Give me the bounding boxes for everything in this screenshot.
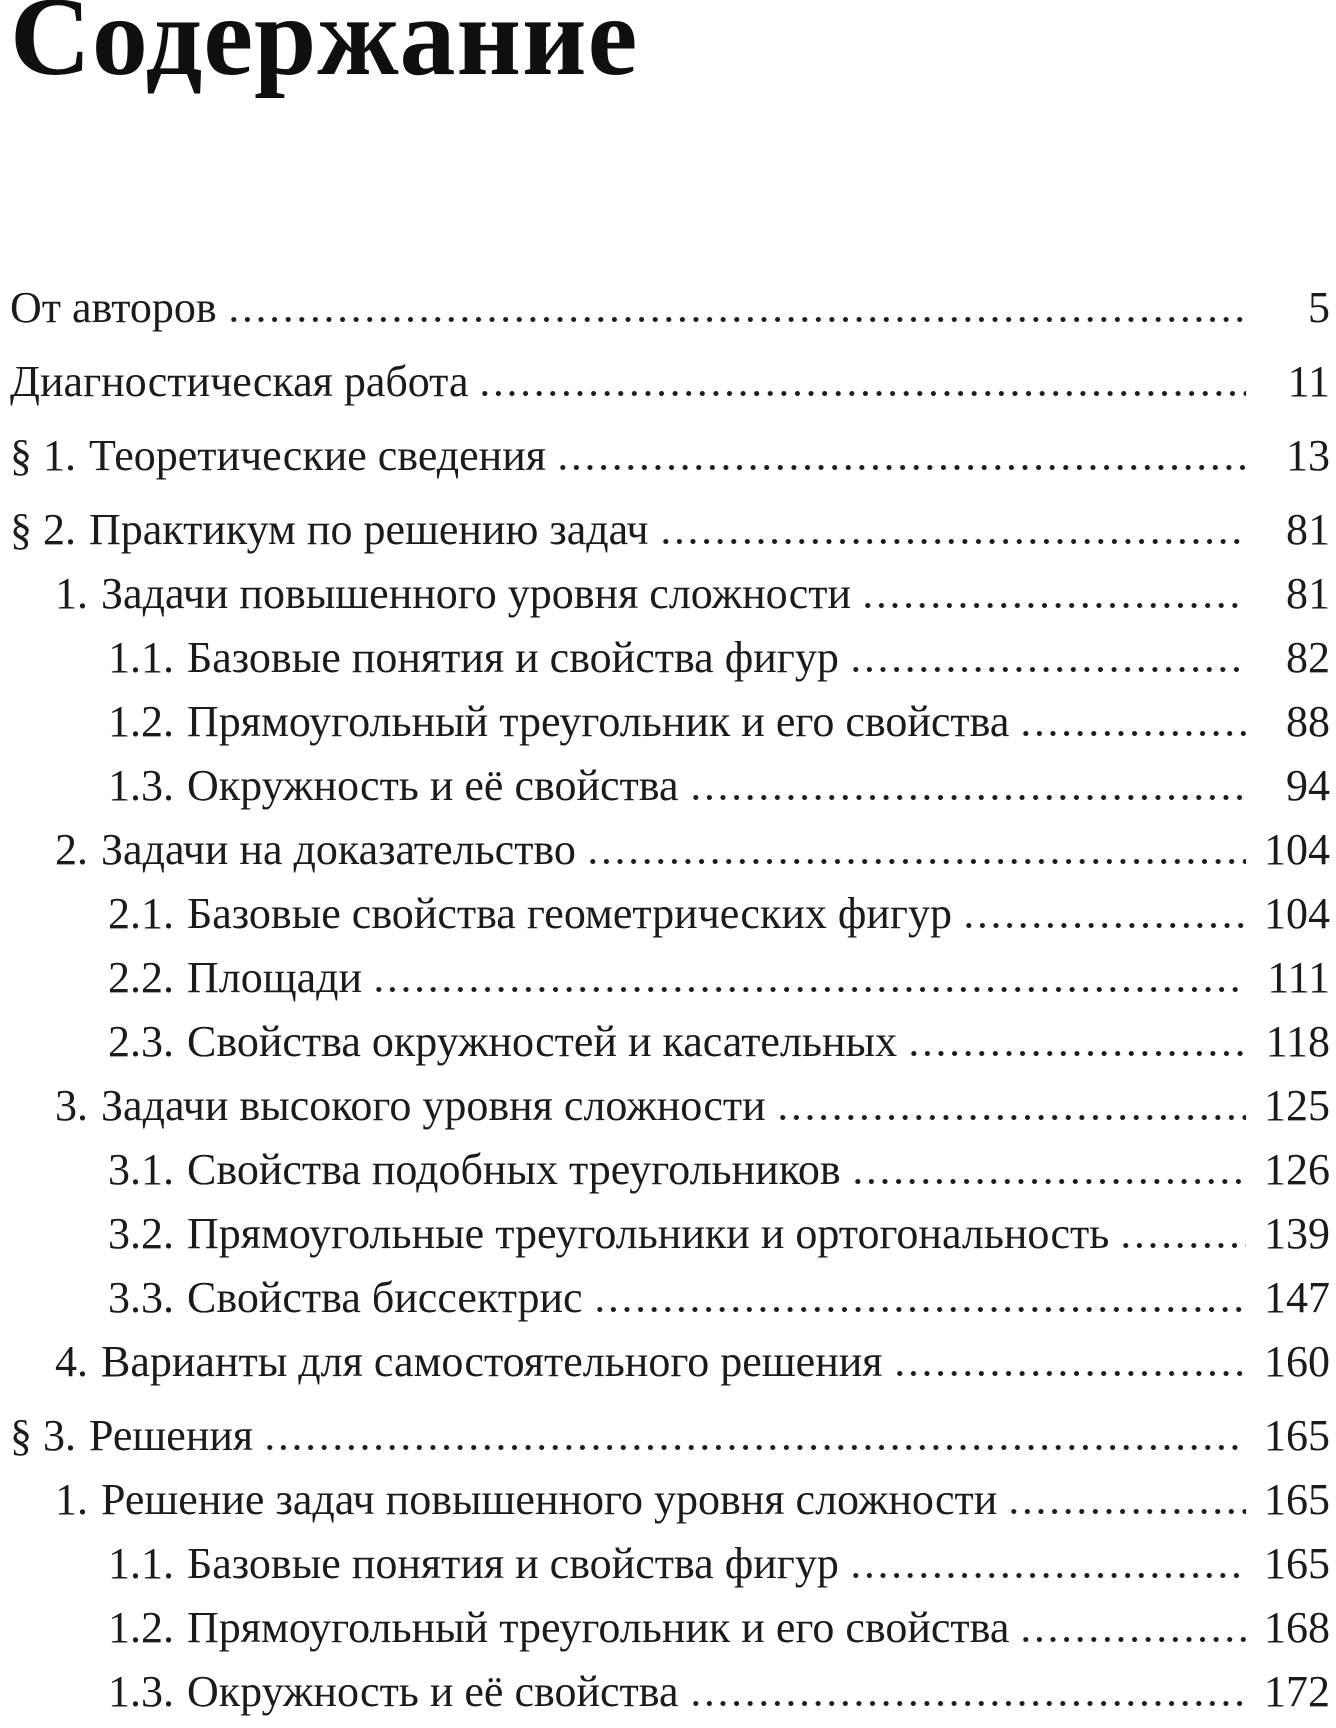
toc-entry [10,1411,1330,1460]
toc-entry-title: Задачи высокого уровня сложности [101,1081,766,1130]
toc-entry [10,1209,1330,1258]
toc-entry-page: 139 [1264,1209,1330,1258]
toc-entry [10,889,1330,938]
toc-entry [10,357,1330,406]
toc-entry-title: Решения [89,1411,254,1460]
dot-leader [893,1371,1246,1376]
toc-entry [10,953,1330,1002]
toc-entry-number: 3. [55,1081,88,1130]
dot-leader [962,923,1246,928]
toc-entry [10,1667,1330,1716]
toc-entry [10,1273,1330,1322]
toc-entry-number: 2.3. [108,1017,174,1066]
dot-leader [776,1115,1246,1120]
dot-leader [593,1307,1246,1312]
toc-entry-page: 11 [1287,357,1330,406]
toc-entry-page: 5 [1308,283,1330,332]
dot-leader [1019,1637,1246,1642]
toc-entry-page: 94 [1286,761,1330,810]
toc-entry-title: Задачи на доказательство [101,825,576,874]
toc-entry-title: Окружность и её свойства [187,1667,679,1716]
toc-entry-page: 13 [1286,431,1330,480]
dot-leader [586,859,1246,864]
toc-entry-title: Свойства окружностей и касательных [187,1017,898,1066]
dot-leader [263,1445,1246,1450]
toc-entry-page: 111 [1267,953,1330,1002]
toc-entry-number: 3.1. [108,1145,174,1194]
toc-entry-page: 126 [1264,1145,1330,1194]
toc-entry-number: 3.2. [108,1209,174,1258]
toc-entry [10,1145,1330,1194]
toc-entry [10,1081,1330,1130]
toc-entry-page: 147 [1264,1273,1330,1322]
toc-entry-page: 88 [1286,697,1330,746]
dot-leader [227,317,1246,322]
toc-entry [10,633,1330,682]
toc-entry-number: § 3. [10,1411,76,1460]
toc-entry-page: 82 [1286,633,1330,682]
toc-entry [10,1539,1330,1588]
toc-entry-number: 2.2. [108,953,174,1002]
dot-leader [659,539,1246,544]
toc-entry-title: Свойства подобных треугольников [187,1145,841,1194]
toc-entry [10,505,1330,554]
dot-leader [478,391,1246,396]
toc-entry-title: Прямоугольный треугольник и его свойства [187,697,1010,746]
toc-entry [10,697,1330,746]
toc-entry-title: Свойства биссектрис [187,1273,583,1322]
toc-entry-title: Окружность и её свойства [187,761,679,810]
dot-leader [1019,731,1246,736]
toc-entry-number: 1. [55,1475,88,1524]
dot-leader [689,1701,1247,1706]
toc-entry-title: Прямоугольные треугольники и ортогональность [187,1209,1110,1258]
dot-leader [556,465,1246,470]
toc-entry-title: Теоретические сведения [89,431,547,480]
dot-leader [849,667,1246,672]
dot-leader [849,1573,1246,1578]
toc-entry [10,569,1330,618]
toc-entry-number: 1. [55,569,88,618]
toc-entry-page: 168 [1264,1603,1330,1652]
toc-entry-number: 2.1. [108,889,174,938]
toc-entry-number: § 1. [10,431,76,480]
dot-leader [907,1051,1246,1056]
toc-entry-number: 1.2. [108,1603,174,1652]
toc-entry-number: 4. [55,1337,88,1386]
toc-entry-title: Базовые понятия и свойства фигур [187,633,839,682]
toc-entry [10,1337,1330,1386]
toc-entry-title: Базовые понятия и свойства фигур [187,1539,839,1588]
dot-leader [861,603,1246,608]
toc-entry [10,1017,1330,1066]
toc-entry-title: Диагностическая работа [10,357,469,406]
toc-entry-page: 172 [1264,1667,1330,1716]
dot-leader [1007,1509,1246,1514]
toc-entry [10,1475,1330,1524]
toc-entry [10,1603,1330,1652]
toc-entry-number: 1.3. [108,1667,174,1716]
toc-entry-page: 125 [1264,1081,1330,1130]
toc-entry-title: Площади [187,953,363,1002]
dot-leader [689,795,1247,800]
toc-entry-title: Задачи повышенного уровня сложности [101,569,852,618]
dot-leader [372,987,1246,992]
toc-entry-page: 104 [1264,825,1330,874]
toc-entry-title: От авторов [10,283,217,332]
toc-entry-page: 165 [1264,1539,1330,1588]
toc-entry-title: Варианты для самостоятельного решения [101,1337,883,1386]
dot-leader [1119,1243,1246,1248]
toc-list [10,283,1330,1716]
toc-entry-page: 160 [1264,1337,1330,1386]
toc-entry [10,283,1330,332]
toc-entry-page: 81 [1286,505,1330,554]
toc-entry-title: Базовые свойства геометрических фигур [187,889,952,938]
toc-entry-number: 1.1. [108,633,174,682]
toc-entry-title: Прямоугольный треугольник и его свойства [187,1603,1010,1652]
toc-entry-number: 3.3. [108,1273,174,1322]
toc-entry-number: 1.3. [108,761,174,810]
toc-entry-page: 81 [1286,569,1330,618]
dot-leader [851,1179,1246,1184]
toc-entry-page: 104 [1264,889,1330,938]
toc-entry-page: 165 [1264,1475,1330,1524]
toc-entry [10,825,1330,874]
toc-entry-title: Решение задач повышенного уровня сложности [101,1475,998,1524]
toc-entry-number: 1.1. [108,1539,174,1588]
toc-entry-number: 1.2. [108,697,174,746]
toc-entry [10,431,1330,480]
page-title: Содержание [10,0,639,99]
toc-entry-title: Практикум по решению задач [89,505,649,554]
toc-entry-page: 118 [1265,1017,1330,1066]
toc-entry-number: § 2. [10,505,76,554]
toc-entry-number: 2. [55,825,88,874]
toc-entry [10,761,1330,810]
toc-entry-page: 165 [1264,1411,1330,1460]
